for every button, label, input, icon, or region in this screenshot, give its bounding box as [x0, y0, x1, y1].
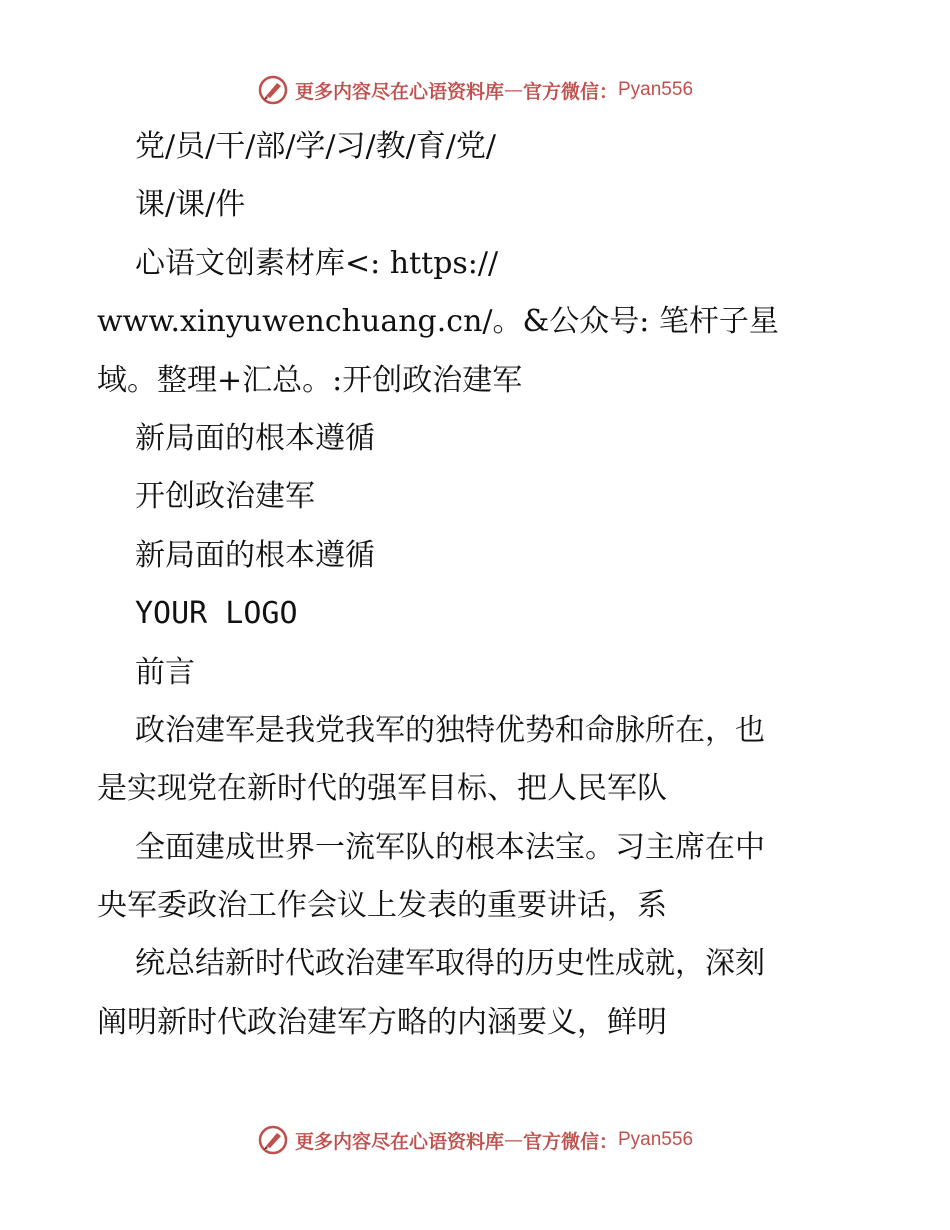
body-line: 政治建军是我党我军的独特优势和命脉所在，也	[135, 712, 765, 748]
header-separator: —	[503, 79, 523, 101]
body-line: 阐明新时代政治建军方略的内涵要义，鲜明	[97, 1004, 667, 1040]
body-line: 央军委政治工作会议上发表的重要讲话，系	[97, 888, 667, 924]
footer-site-text: 更多内容尽在心语资料库	[294, 1130, 504, 1153]
body-line: 统总结新时代政治建军取得的历史性成就，深刻	[135, 946, 765, 982]
document-body	[97, 118, 867, 1052]
pen-logo-icon	[257, 74, 289, 106]
body-line: 是实现党在新时代的强军目标、把人民军队	[97, 771, 667, 807]
body-line: 开创政治建军	[135, 479, 315, 515]
body-line: 全面建成世界一流军队的根本法宝。习主席在中	[135, 829, 765, 865]
body-line: 课/课/件	[135, 187, 246, 223]
footer-wechat-id: Pyan556	[618, 1129, 694, 1150]
footer-banner	[0, 1120, 950, 1160]
header-wechat-label: 官方微信：	[522, 80, 618, 103]
body-line: 党/员/干/部/学/习/教/育/党/	[135, 129, 496, 164]
footer-wechat-label: 官方微信：	[522, 1130, 618, 1153]
body-line: 新局面的根本遵循	[135, 537, 375, 573]
logo-placeholder-text: YOUR LOGO	[135, 596, 298, 632]
footer-separator: —	[503, 1129, 523, 1151]
body-line: 心语文创素材库<: https://	[135, 245, 499, 281]
body-line: 域。整理+汇总。:开创政治建军	[97, 362, 523, 398]
pen-logo-icon	[257, 1124, 289, 1156]
header-site-text: 更多内容尽在心语资料库	[294, 80, 504, 103]
body-line: 新局面的根本遵循	[135, 420, 375, 456]
header-banner	[0, 70, 950, 110]
header-wechat-id: Pyan556	[618, 79, 694, 100]
section-heading-preface: 前言	[135, 654, 195, 690]
body-line: www.xinyuwenchuang.cn/。&公众号: 笔杆子星	[97, 304, 779, 340]
